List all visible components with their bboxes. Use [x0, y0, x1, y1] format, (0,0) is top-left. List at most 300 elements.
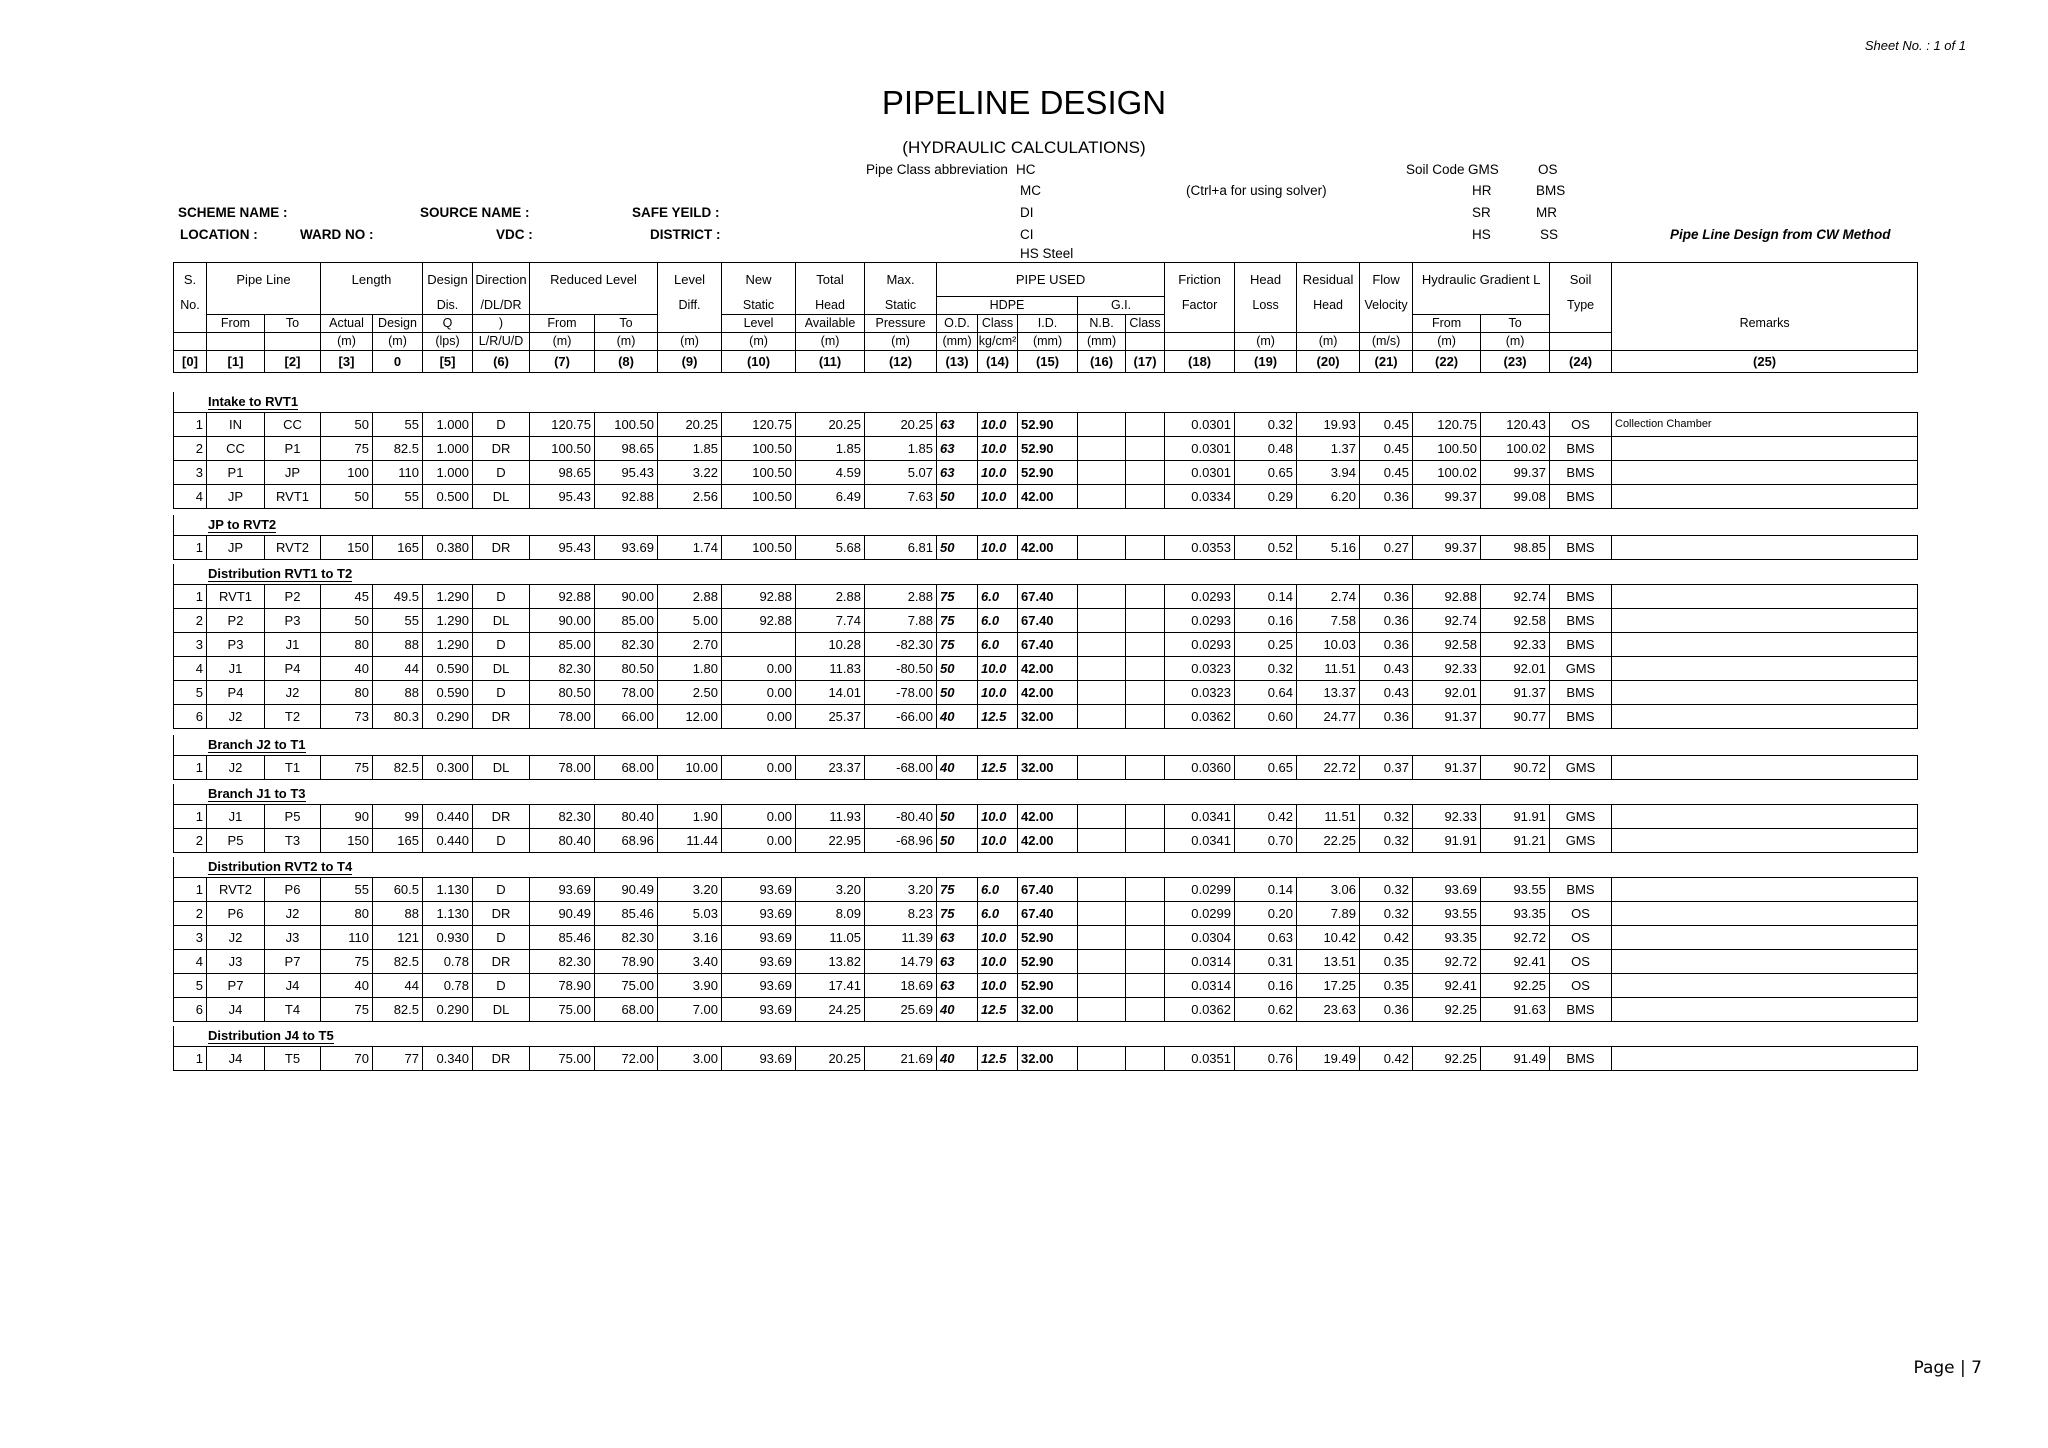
cell-hdpe-class: 10.0: [978, 657, 1018, 681]
cell-length-actual: 75: [321, 950, 373, 974]
section-table: [173, 535, 1918, 560]
section-title: Branch J1 to T3: [208, 786, 306, 801]
cell-hg-from: 100.02: [1413, 461, 1481, 485]
cell-from: P2: [207, 609, 265, 633]
cell-sn: 1: [174, 805, 207, 829]
cell-direction: DR: [473, 437, 530, 461]
cell-gi-class: [1126, 705, 1165, 729]
cell-rl-from: 95.43: [530, 536, 595, 560]
cell-flow-velocity: 0.32: [1360, 902, 1413, 926]
cell-sn: 2: [174, 902, 207, 926]
table-row: [174, 536, 1918, 560]
cell-head-loss: 0.63: [1235, 926, 1297, 950]
unit-head-loss: (m): [1235, 333, 1297, 351]
table-row: [174, 437, 1918, 461]
hdr-head: Head: [1235, 263, 1297, 297]
cell-head-loss: 0.14: [1235, 585, 1297, 609]
hdr-nb: N.B.: [1078, 315, 1126, 333]
cell-sn: 5: [174, 681, 207, 705]
cell-rl-from: 98.65: [530, 461, 595, 485]
cell-hdpe-id: 67.40: [1018, 878, 1078, 902]
column-index: [3]: [321, 351, 373, 373]
cell-rl-to: 90.00: [595, 585, 658, 609]
cell-total-head: 20.25: [796, 413, 865, 437]
cell-rl-to: 85.00: [595, 609, 658, 633]
cell-head-loss: 0.76: [1235, 1047, 1297, 1071]
cell-design-q: 0.78: [423, 974, 473, 998]
cell-remarks: [1612, 756, 1918, 780]
method-note: Pipe Line Design from CW Method: [1670, 227, 1891, 242]
pipe-class-hs-steel: HS Steel: [1020, 246, 1074, 261]
cell-residual-head: 5.16: [1297, 536, 1360, 560]
cell-hg-to: 91.21: [1481, 829, 1550, 853]
cell-hg-to: 99.37: [1481, 461, 1550, 485]
cell-friction-factor: 0.0293: [1165, 609, 1235, 633]
cell-soil-type: BMS: [1550, 998, 1612, 1022]
cell-gi-nb: [1078, 950, 1126, 974]
cell-gi-nb: [1078, 998, 1126, 1022]
cell-to: CC: [265, 413, 321, 437]
cell-length-design: 110: [373, 461, 423, 485]
cell-from: J2: [207, 705, 265, 729]
cell-flow-velocity: 0.36: [1360, 705, 1413, 729]
column-index: (25): [1612, 351, 1918, 373]
cell-rl-from: 75.00: [530, 998, 595, 1022]
district-label: DISTRICT :: [650, 227, 721, 242]
unit-od: (mm): [937, 333, 978, 351]
hdr-soil: Soil: [1550, 263, 1612, 297]
cell-to: P7: [265, 950, 321, 974]
cell-hdpe-id: 52.90: [1018, 974, 1078, 998]
section-label: [173, 1026, 1895, 1046]
cell-from: RVT2: [207, 878, 265, 902]
cell-flow-velocity: 0.43: [1360, 681, 1413, 705]
cell-rl-to: 78.00: [595, 681, 658, 705]
soil-code-mr: MR: [1536, 205, 1557, 220]
cell-static-level: 92.88: [722, 609, 796, 633]
column-index: (16): [1078, 351, 1126, 373]
cell-total-head: 7.74: [796, 609, 865, 633]
cell-length-actual: 73: [321, 705, 373, 729]
cell-rl-from: 100.50: [530, 437, 595, 461]
cell-flow-velocity: 0.42: [1360, 926, 1413, 950]
hdr-hdpe: HDPE: [937, 297, 1078, 315]
cell-from: RVT1: [207, 585, 265, 609]
cell-length-actual: 75: [321, 998, 373, 1022]
cell-rl-from: 82.30: [530, 657, 595, 681]
cell-rl-from: 90.49: [530, 902, 595, 926]
column-index: (15): [1018, 351, 1078, 373]
cell-level-diff: 2.50: [658, 681, 722, 705]
column-index: (19): [1235, 351, 1297, 373]
section-title: Branch J2 to T1: [208, 737, 306, 752]
table-row: [174, 974, 1918, 998]
cell-rl-from: 92.88: [530, 585, 595, 609]
cell-direction: DR: [473, 805, 530, 829]
hdr-new: New: [722, 263, 796, 297]
cell-rl-from: 78.00: [530, 756, 595, 780]
cell-hg-to: 91.37: [1481, 681, 1550, 705]
column-index: (7): [530, 351, 595, 373]
cell-direction: D: [473, 585, 530, 609]
cell-length-design: 88: [373, 633, 423, 657]
pipe-class-hc: HC: [1016, 162, 1036, 177]
cell-remarks: [1612, 926, 1918, 950]
hdr-hg-to: To: [1481, 315, 1550, 333]
cell-static-level: 120.75: [722, 413, 796, 437]
cell-to: P3: [265, 609, 321, 633]
cell-hdpe-class: 10.0: [978, 926, 1018, 950]
cell-from: JP: [207, 536, 265, 560]
cell-static-level: 100.50: [722, 536, 796, 560]
cell-static-level: [722, 633, 796, 657]
cell-static-pressure: -66.00: [865, 705, 937, 729]
cell-sn: 4: [174, 950, 207, 974]
pipe-class-ci: CI: [1020, 227, 1034, 242]
cell-length-actual: 80: [321, 633, 373, 657]
cell-hg-to: 98.85: [1481, 536, 1550, 560]
cell-hdpe-od: 75: [937, 609, 978, 633]
cell-static-pressure: 7.88: [865, 609, 937, 633]
cell-from: J3: [207, 950, 265, 974]
cell-hdpe-od: 63: [937, 950, 978, 974]
cell-direction: DL: [473, 657, 530, 681]
cell-from: P5: [207, 829, 265, 853]
unit-class: kg/cm²: [978, 333, 1018, 351]
cell-length-design: 44: [373, 657, 423, 681]
cell-direction: D: [473, 681, 530, 705]
cell-design-q: 1.000: [423, 437, 473, 461]
cell-design-q: 0.590: [423, 657, 473, 681]
cell-hdpe-class: 10.0: [978, 805, 1018, 829]
cell-hdpe-od: 63: [937, 926, 978, 950]
cell-design-q: 1.290: [423, 633, 473, 657]
cell-total-head: 20.25: [796, 1047, 865, 1071]
cell-soil-type: OS: [1550, 926, 1612, 950]
pipe-section: [173, 515, 1895, 560]
cell-length-design: 165: [373, 536, 423, 560]
unit-hg-to: (m): [1481, 333, 1550, 351]
cell-hdpe-class: 12.5: [978, 998, 1018, 1022]
cell-remarks: [1612, 437, 1918, 461]
cell-hdpe-class: 6.0: [978, 609, 1018, 633]
cell-residual-head: 13.51: [1297, 950, 1360, 974]
cell-sn: 1: [174, 413, 207, 437]
cell-to: J3: [265, 926, 321, 950]
cell-friction-factor: 0.0301: [1165, 437, 1235, 461]
cell-gi-nb: [1078, 926, 1126, 950]
cell-rl-to: 90.49: [595, 878, 658, 902]
cell-hg-from: 92.33: [1413, 805, 1481, 829]
cell-length-actual: 100: [321, 461, 373, 485]
cell-hdpe-class: 6.0: [978, 585, 1018, 609]
unit-rl-from: (m): [530, 333, 595, 351]
hdr-id: I.D.: [1018, 315, 1078, 333]
column-index: [2]: [265, 351, 321, 373]
hdr-pipe-used: PIPE USED: [937, 263, 1165, 297]
cell-direction: D: [473, 413, 530, 437]
cell-direction: DL: [473, 485, 530, 509]
table-row: [174, 950, 1918, 974]
cell-level-diff: 10.00: [658, 756, 722, 780]
cell-remarks: [1612, 974, 1918, 998]
cell-gi-nb: [1078, 437, 1126, 461]
cell-head-loss: 0.65: [1235, 756, 1297, 780]
cell-total-head: 11.93: [796, 805, 865, 829]
soil-code-os: OS: [1538, 162, 1558, 177]
pipe-section: [173, 735, 1895, 780]
cell-head-loss: 0.65: [1235, 461, 1297, 485]
cell-hg-to: 91.91: [1481, 805, 1550, 829]
cell-total-head: 8.09: [796, 902, 865, 926]
cell-hg-from: 99.37: [1413, 485, 1481, 509]
cell-gi-nb: [1078, 536, 1126, 560]
column-index: (14): [978, 351, 1018, 373]
cell-gi-class: [1126, 805, 1165, 829]
cell-gi-class: [1126, 413, 1165, 437]
cell-gi-class: [1126, 878, 1165, 902]
section-table: [173, 412, 1918, 509]
cell-remarks: [1612, 681, 1918, 705]
cell-length-actual: 90: [321, 805, 373, 829]
cell-soil-type: BMS: [1550, 585, 1612, 609]
cell-length-design: 60.5: [373, 878, 423, 902]
cell-remarks: [1612, 805, 1918, 829]
cell-level-diff: 3.20: [658, 878, 722, 902]
cell-gi-class: [1126, 485, 1165, 509]
cell-residual-head: 17.25: [1297, 974, 1360, 998]
column-index: (18): [1165, 351, 1235, 373]
hdr-class2: Class: [1126, 315, 1165, 333]
cell-level-diff: 2.70: [658, 633, 722, 657]
cell-hg-to: 92.74: [1481, 585, 1550, 609]
cell-static-level: 100.50: [722, 485, 796, 509]
cell-direction: DL: [473, 998, 530, 1022]
cell-gi-class: [1126, 681, 1165, 705]
cell-static-pressure: 6.81: [865, 536, 937, 560]
hdr-class: Class: [978, 315, 1018, 333]
cell-hdpe-od: 50: [937, 829, 978, 853]
cell-residual-head: 7.89: [1297, 902, 1360, 926]
cell-soil-type: GMS: [1550, 829, 1612, 853]
cell-from: P7: [207, 974, 265, 998]
cell-hdpe-class: 10.0: [978, 485, 1018, 509]
cell-length-actual: 70: [321, 1047, 373, 1071]
column-index: (24): [1550, 351, 1612, 373]
cell-to: RVT1: [265, 485, 321, 509]
cell-hdpe-id: 42.00: [1018, 485, 1078, 509]
cell-flow-velocity: 0.36: [1360, 998, 1413, 1022]
cell-friction-factor: 0.0299: [1165, 902, 1235, 926]
cell-design-q: 0.290: [423, 705, 473, 729]
cell-design-q: 0.300: [423, 756, 473, 780]
cell-total-head: 3.20: [796, 878, 865, 902]
cell-static-level: 0.00: [722, 657, 796, 681]
cell-hdpe-class: 10.0: [978, 681, 1018, 705]
page-footer: Page | 7: [1913, 1358, 1982, 1378]
pipe-section: [173, 857, 1895, 1022]
hdr-s: S.: [174, 263, 207, 297]
cell-rl-from: 93.69: [530, 878, 595, 902]
cell-soil-type: BMS: [1550, 878, 1612, 902]
cell-sn: 1: [174, 756, 207, 780]
cell-hg-from: 92.58: [1413, 633, 1481, 657]
cell-from: CC: [207, 437, 265, 461]
cell-hdpe-od: 75: [937, 902, 978, 926]
cell-direction: DR: [473, 950, 530, 974]
cell-length-design: 77: [373, 1047, 423, 1071]
unit-id: (mm): [1018, 333, 1078, 351]
cell-flow-velocity: 0.32: [1360, 878, 1413, 902]
hdr-reduced-level: Reduced Level: [530, 263, 658, 297]
cell-hdpe-class: 10.0: [978, 461, 1018, 485]
cell-design-q: 0.440: [423, 829, 473, 853]
section-label: [173, 564, 1895, 584]
cell-head-loss: 0.20: [1235, 902, 1297, 926]
cell-rl-to: 66.00: [595, 705, 658, 729]
hdr-flow: Flow: [1360, 263, 1413, 297]
cell-hdpe-od: 75: [937, 633, 978, 657]
pipe-class-mc: MC: [1020, 183, 1041, 198]
cell-hg-to: 92.58: [1481, 609, 1550, 633]
cell-hg-from: 93.69: [1413, 878, 1481, 902]
cell-static-level: 0.00: [722, 705, 796, 729]
cell-level-diff: 3.90: [658, 974, 722, 998]
cell-static-pressure: -82.30: [865, 633, 937, 657]
cell-static-pressure: 5.07: [865, 461, 937, 485]
hdr-direction: Direction: [473, 263, 530, 297]
cell-flow-velocity: 0.35: [1360, 974, 1413, 998]
cell-design-q: 1.000: [423, 413, 473, 437]
cell-total-head: 24.25: [796, 998, 865, 1022]
cell-hdpe-id: 32.00: [1018, 998, 1078, 1022]
cell-total-head: 22.95: [796, 829, 865, 853]
cell-residual-head: 11.51: [1297, 805, 1360, 829]
cell-level-diff: 11.44: [658, 829, 722, 853]
cell-soil-type: BMS: [1550, 633, 1612, 657]
cell-soil-type: OS: [1550, 902, 1612, 926]
cell-length-actual: 50: [321, 609, 373, 633]
cell-hg-from: 120.75: [1413, 413, 1481, 437]
column-index: 0: [373, 351, 423, 373]
section-table: [173, 877, 1918, 1022]
solver-note: (Ctrl+a for using solver): [1186, 183, 1327, 198]
cell-rl-from: 82.30: [530, 950, 595, 974]
hdr-available: Available: [796, 315, 865, 333]
section-label: [173, 392, 1895, 412]
cell-static-level: 100.50: [722, 461, 796, 485]
location-label: LOCATION :: [180, 227, 258, 242]
cell-length-actual: 150: [321, 536, 373, 560]
scheme-name-label: SCHEME NAME :: [178, 205, 288, 220]
cell-design-q: 1.290: [423, 585, 473, 609]
cell-residual-head: 2.74: [1297, 585, 1360, 609]
cell-hg-from: 99.37: [1413, 536, 1481, 560]
cell-hg-from: 92.72: [1413, 950, 1481, 974]
cell-from: IN: [207, 413, 265, 437]
cell-gi-nb: [1078, 413, 1126, 437]
cell-hdpe-id: 42.00: [1018, 829, 1078, 853]
cell-remarks: [1612, 585, 1918, 609]
hdr-dir2: /DL/DR: [473, 297, 530, 315]
cell-static-level: 93.69: [722, 950, 796, 974]
pipe-class-label: Pipe Class abbreviation: [866, 162, 1008, 177]
cell-hg-from: 93.35: [1413, 926, 1481, 950]
cell-length-actual: 75: [321, 756, 373, 780]
cell-length-design: 82.5: [373, 950, 423, 974]
cell-hdpe-id: 42.00: [1018, 805, 1078, 829]
cell-flow-velocity: 0.32: [1360, 829, 1413, 853]
cell-total-head: 11.05: [796, 926, 865, 950]
cell-from: J4: [207, 1047, 265, 1071]
hdr-rl-from: From: [530, 315, 595, 333]
cell-gi-nb: [1078, 974, 1126, 998]
cell-head-loss: 0.29: [1235, 485, 1297, 509]
cell-hdpe-class: 12.5: [978, 705, 1018, 729]
cell-friction-factor: 0.0301: [1165, 461, 1235, 485]
cell-soil-type: BMS: [1550, 1047, 1612, 1071]
hdr-hydraulic-gradient: Hydraulic Gradient L: [1413, 263, 1550, 297]
cell-hg-from: 92.25: [1413, 998, 1481, 1022]
hdr-rl-to: To: [595, 315, 658, 333]
cell-flow-velocity: 0.42: [1360, 1047, 1413, 1071]
section-title: Distribution RVT2 to T4: [208, 859, 353, 874]
cell-rl-to: 78.90: [595, 950, 658, 974]
cell-rl-to: 95.43: [595, 461, 658, 485]
cell-hdpe-id: 52.90: [1018, 437, 1078, 461]
cell-flow-velocity: 0.36: [1360, 609, 1413, 633]
cell-soil-type: OS: [1550, 974, 1612, 998]
cell-level-diff: 5.00: [658, 609, 722, 633]
cell-rl-to: 80.50: [595, 657, 658, 681]
unit-static-pressure: (m): [865, 333, 937, 351]
hdr-hg-from: From: [1413, 315, 1481, 333]
cell-total-head: 14.01: [796, 681, 865, 705]
cell-head-loss: 0.16: [1235, 609, 1297, 633]
cell-sn: 3: [174, 926, 207, 950]
cell-hdpe-class: 12.5: [978, 1047, 1018, 1071]
soil-code-label: Soil Code: [1406, 162, 1465, 177]
cell-static-level: 93.69: [722, 878, 796, 902]
cell-length-actual: 50: [321, 413, 373, 437]
cell-level-diff: 20.25: [658, 413, 722, 437]
cell-hdpe-id: 42.00: [1018, 657, 1078, 681]
cell-static-pressure: -68.00: [865, 756, 937, 780]
cell-direction: D: [473, 878, 530, 902]
cell-flow-velocity: 0.36: [1360, 585, 1413, 609]
cell-head-loss: 0.32: [1235, 657, 1297, 681]
cell-hg-to: 93.55: [1481, 878, 1550, 902]
cell-rl-to: 98.65: [595, 437, 658, 461]
unit-level-diff: (m): [658, 333, 722, 351]
cell-hg-from: 91.37: [1413, 756, 1481, 780]
cell-rl-from: 85.00: [530, 633, 595, 657]
cell-gi-class: [1126, 974, 1165, 998]
cell-hdpe-class: 10.0: [978, 437, 1018, 461]
cell-gi-nb: [1078, 461, 1126, 485]
cell-gi-nb: [1078, 681, 1126, 705]
cell-hg-from: 93.55: [1413, 902, 1481, 926]
cell-from: P4: [207, 681, 265, 705]
cell-hdpe-od: 40: [937, 705, 978, 729]
cell-static-pressure: -80.40: [865, 805, 937, 829]
column-index: (21): [1360, 351, 1413, 373]
hdr-od: O.D.: [937, 315, 978, 333]
pipe-section: [173, 784, 1895, 853]
column-index: [0]: [174, 351, 207, 373]
cell-length-design: 88: [373, 902, 423, 926]
cell-soil-type: BMS: [1550, 536, 1612, 560]
